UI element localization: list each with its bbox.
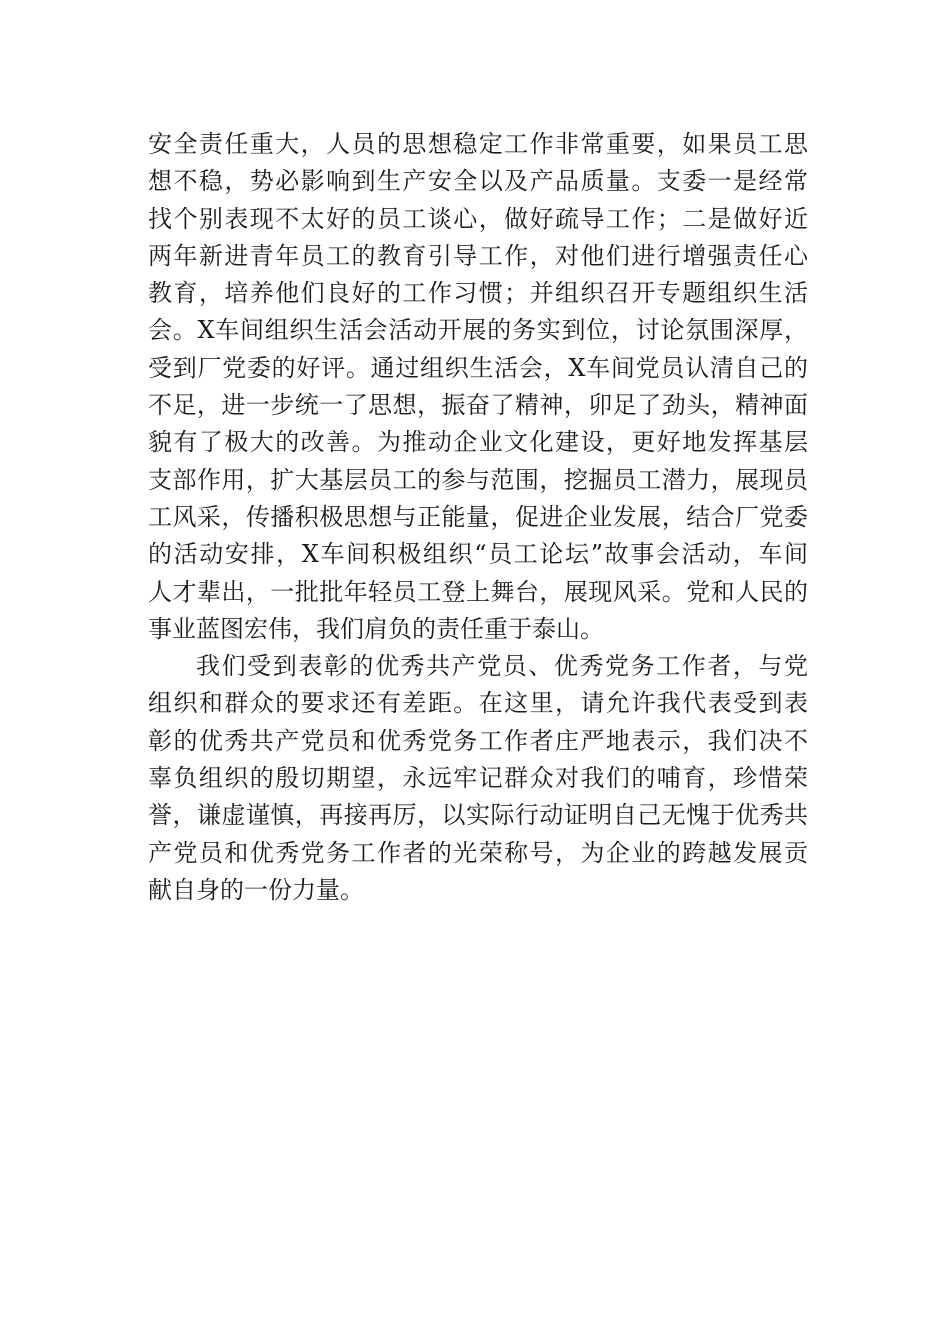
text-line: 辜负组织的殷切期望，永远牢记群众对我们的哺育，珍惜荣 xyxy=(148,764,808,793)
text-line: 事业蓝图宏伟，我们肩负的责任重于泰山。 xyxy=(148,614,604,643)
text-line: 的活动安排，X车间积极组织“员工论坛”故事会活动，车间 xyxy=(148,540,808,569)
text-line: 会。X车间组织生活会活动开展的务实到位，讨论氛围深厚， xyxy=(148,316,808,345)
text-line: 貌有了极大的改善。为推动企业文化建设，更好地发挥基层 xyxy=(148,428,808,457)
document-body xyxy=(148,126,808,909)
text-line: 我们受到表彰的优秀共产党员、优秀党务工作者，与党 xyxy=(196,652,808,681)
paragraph-1 xyxy=(148,126,808,648)
text-line: 人才辈出，一批批年轻员工登上舞台，展现风采。党和人民的 xyxy=(148,577,808,606)
text-line: 找个别表现不太好的员工谈心，做好疏导工作；二是做好近 xyxy=(148,204,808,233)
text-line: 安全责任重大，人员的思想稳定工作非常重要，如果员工思 xyxy=(148,130,808,158)
text-line: 教育，培养他们良好的工作习惯；并组织召开专题组织生活 xyxy=(148,279,808,308)
text-line: 誉，谦虚谨慎，再接再厉，以实际行动证明自己无愧于优秀共 xyxy=(148,801,808,830)
paragraph-2 xyxy=(148,648,808,909)
text-line: 支部作用，扩大基层员工的参与范围，挖掘员工潜力，展现员 xyxy=(148,465,808,494)
text-line: 受到厂党委的好评。通过组织生活会，X车间党员认清自己的 xyxy=(148,353,808,382)
text-line: 组织和群众的要求还有差距。在这里，请允许我代表受到表 xyxy=(148,689,808,718)
text-line: 工风采，传播积极思想与正能量，促进企业发展，结合厂党委 xyxy=(148,502,808,531)
text-line: 两年新进青年员工的教育引导工作，对他们进行增强责任心 xyxy=(148,241,808,270)
text-line: 不足，进一步统一了思想，振奋了精神，卯足了劲头，精神面 xyxy=(148,391,808,420)
text-line: 献自身的一份力量。 xyxy=(148,875,364,904)
text-line: 产党员和优秀党务工作者的光荣称号，为企业的跨越发展贡 xyxy=(148,838,808,867)
text-line: 想不稳，势必影响到生产安全以及产品质量。支委一是经常 xyxy=(148,167,808,196)
text-line: 彰的优秀共产党员和优秀党务工作者庄严地表示，我们决不 xyxy=(148,726,808,755)
